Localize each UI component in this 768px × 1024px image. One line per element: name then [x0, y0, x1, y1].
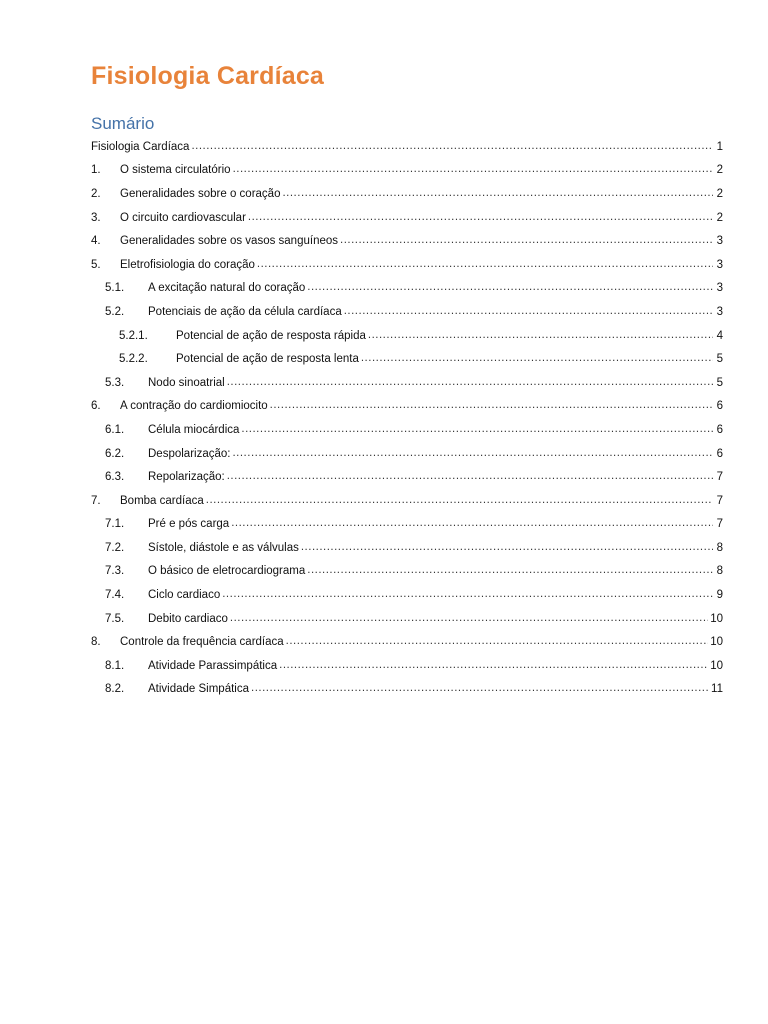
toc-entry-label: Sístole, diástole e as válvulas [148, 541, 299, 554]
toc-entry-label: A excitação natural do coração [148, 282, 306, 295]
toc-entry-number: 7.5. [105, 612, 125, 625]
toc-entry-page-number: 3 [716, 305, 723, 318]
toc-entry[interactable] [91, 300, 723, 324]
toc-entry[interactable] [91, 583, 723, 607]
table-of-contents [91, 135, 723, 701]
toc-entry[interactable] [91, 206, 723, 230]
toc-dot-leader [286, 635, 709, 647]
toc-entry-number: 7. [91, 494, 101, 507]
toc-entry-page-number: 3 [716, 282, 723, 295]
toc-entry-page-number: 8 [716, 565, 723, 578]
toc-dot-leader [282, 187, 713, 199]
toc-entry[interactable] [91, 607, 723, 631]
toc-entry[interactable] [91, 277, 723, 301]
toc-entry[interactable] [91, 324, 723, 348]
toc-entry[interactable] [91, 159, 723, 183]
toc-entry[interactable] [91, 654, 723, 678]
toc-dot-leader [368, 329, 713, 341]
toc-entry-label: Eletrofisiologia do coração [120, 258, 255, 271]
toc-dot-leader [241, 423, 713, 435]
toc-dot-leader [340, 234, 713, 246]
toc-entry-number: 7.1. [105, 518, 125, 531]
toc-entry-label: A contração do cardiomiocito [120, 400, 268, 413]
toc-entry-number: 5. [91, 258, 101, 271]
toc-entry-number: 5.2. [105, 305, 125, 318]
toc-entry-label: Debito cardiaco [148, 612, 228, 625]
toc-entry-number: 2. [91, 187, 101, 200]
toc-dot-leader [279, 659, 708, 671]
toc-entry-number: 3. [91, 211, 101, 224]
toc-entry-label: Fisiologia Cardíaca [91, 140, 190, 153]
toc-dot-leader [251, 682, 709, 694]
toc-entry-page-number: 3 [716, 258, 723, 271]
toc-dot-leader [301, 541, 713, 553]
toc-entry-page-number: 10 [710, 659, 723, 672]
toc-dot-leader [227, 470, 713, 482]
toc-dot-leader [231, 517, 713, 529]
toc-dot-leader [227, 376, 713, 388]
toc-entry[interactable] [91, 229, 723, 253]
toc-entry-number: 8.1. [105, 659, 125, 672]
toc-entry-page-number: 6 [716, 400, 723, 413]
toc-entry[interactable] [91, 465, 723, 489]
toc-entry[interactable] [91, 135, 723, 159]
toc-entry-label: Generalidades sobre o coração [120, 187, 281, 200]
toc-entry-page-number: 4 [716, 329, 723, 342]
toc-entry-page-number: 8 [716, 541, 723, 554]
toc-entry-number: 6.2. [105, 447, 125, 460]
toc-entry-label: O básico de eletrocardiograma [148, 565, 306, 578]
toc-entry[interactable] [91, 560, 723, 584]
toc-dot-leader [361, 352, 713, 364]
toc-dot-leader [270, 399, 713, 411]
toc-entry-label: Despolarização: [148, 447, 231, 460]
toc-entry-page-number: 10 [710, 636, 723, 649]
toc-entry-page-number: 6 [716, 447, 723, 460]
toc-dot-leader [232, 447, 713, 459]
toc-entry-label: O circuito cardiovascular [120, 211, 246, 224]
toc-entry-page-number: 10 [710, 612, 723, 625]
toc-entry-label: Repolarização: [148, 471, 225, 484]
toc-dot-leader [233, 163, 713, 175]
toc-entry[interactable] [91, 253, 723, 277]
toc-entry-page-number: 5 [716, 353, 723, 366]
toc-entry[interactable] [91, 395, 723, 419]
toc-entry[interactable] [91, 182, 723, 206]
toc-entry-number: 6.3. [105, 471, 125, 484]
toc-entry[interactable] [91, 418, 723, 442]
toc-entry-page-number: 6 [716, 423, 723, 436]
toc-entry-page-number: 9 [716, 589, 723, 602]
toc-entry[interactable] [91, 536, 723, 560]
toc-entry-number: 5.2.2. [119, 353, 148, 366]
toc-entry[interactable] [91, 513, 723, 537]
toc-entry-number: 7.2. [105, 541, 125, 554]
toc-entry[interactable] [91, 347, 723, 371]
toc-entry-number: 5.2.1. [119, 329, 148, 342]
toc-entry-number: 7.4. [105, 589, 125, 602]
toc-dot-leader [248, 211, 713, 223]
toc-entry-number: 6. [91, 400, 101, 413]
toc-entry-page-number: 1 [716, 140, 723, 153]
toc-dot-leader [230, 612, 708, 624]
toc-entry-page-number: 2 [716, 187, 723, 200]
toc-entry-number: 4. [91, 235, 101, 248]
toc-entry-label: O sistema circulatório [120, 164, 231, 177]
toc-entry-number: 8.2. [105, 683, 125, 696]
toc-entry[interactable] [91, 489, 723, 513]
toc-entry-label: Pré e pós carga [148, 518, 230, 531]
toc-entry-label: Generalidades sobre os vasos sanguíneos [120, 235, 339, 248]
toc-entry-page-number: 7 [716, 471, 723, 484]
toc-entry-number: 5.3. [105, 376, 125, 389]
toc-entry-number: 6.1. [105, 423, 125, 436]
toc-entry-page-number: 3 [716, 235, 723, 248]
document-title: Fisiologia Cardíaca [91, 62, 325, 90]
toc-entry[interactable] [91, 678, 723, 702]
toc-entry-label: Bomba cardíaca [120, 494, 204, 507]
toc-entry-page-number: 2 [716, 211, 723, 224]
toc-entry-page-number: 7 [716, 494, 723, 507]
toc-entry[interactable] [91, 442, 723, 466]
toc-dot-leader [206, 494, 713, 506]
toc-dot-leader [344, 305, 713, 317]
toc-entry-number: 5.1. [105, 282, 125, 295]
toc-entry-page-number: 2 [716, 164, 723, 177]
toc-heading: Sumário [91, 114, 155, 133]
toc-entry-label: Potencial de ação de resposta rápida [176, 329, 366, 342]
toc-entry-page-number: 5 [716, 376, 723, 389]
toc-entry-label: Atividade Parassimpática [148, 659, 278, 672]
toc-entry-label: Potenciais de ação da célula cardíaca [148, 305, 342, 318]
toc-entry-number: 7.3. [105, 565, 125, 578]
toc-entry-page-number: 7 [716, 518, 723, 531]
toc-entry-label: Potencial de ação de resposta lenta [176, 353, 359, 366]
toc-entry-number: 8. [91, 636, 101, 649]
toc-dot-leader [191, 140, 713, 152]
toc-entry[interactable] [91, 630, 723, 654]
toc-entry-label: Célula miocárdica [148, 423, 240, 436]
toc-entry-label: Nodo sinoatrial [148, 376, 225, 389]
toc-entry-number: 1. [91, 164, 101, 177]
toc-dot-leader [307, 564, 713, 576]
toc-dot-leader [307, 281, 713, 293]
toc-entry[interactable] [91, 371, 723, 395]
toc-entry-page-number: 11 [711, 683, 723, 696]
toc-dot-leader [257, 258, 713, 270]
toc-entry-label: Ciclo cardiaco [148, 589, 221, 602]
toc-entry-label: Atividade Simpática [148, 683, 249, 696]
toc-dot-leader [222, 588, 713, 600]
toc-entry-label: Controle da frequência cardíaca [120, 636, 284, 649]
